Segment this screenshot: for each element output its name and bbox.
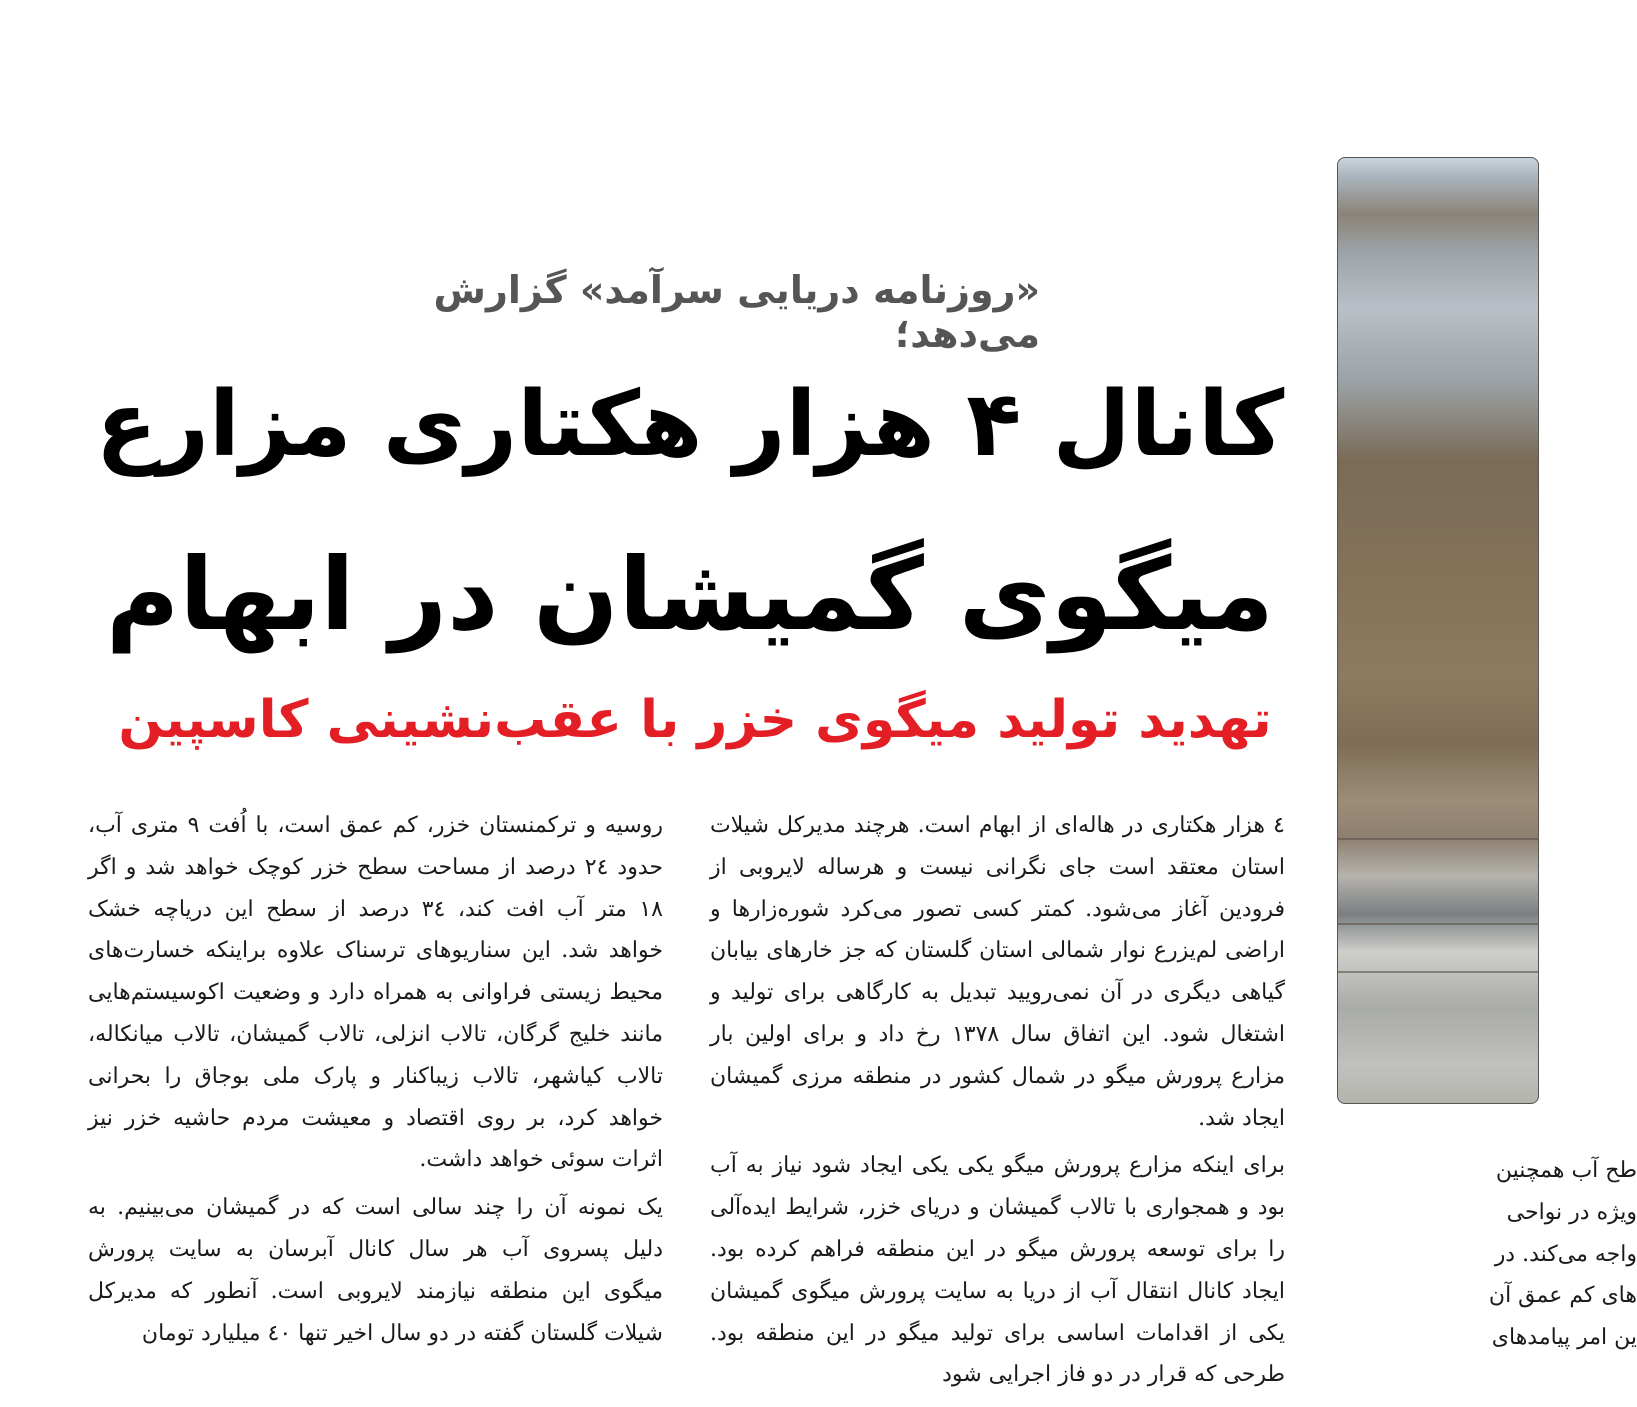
article-column-left <box>88 805 663 1407</box>
side-line: ویژه در نواحی <box>1506 1199 1637 1225</box>
side-line: طح آب همچنین <box>1495 1158 1637 1183</box>
side-line: واجه می‌کند. در <box>1494 1241 1637 1267</box>
paragraph: روسیه و ترکمنستان خزر، کم عمق است، با اُفت ۹ متری آب، حدود ٢٤ درصد از مساحت سطح خزر کوچک خواهد شد و اگر ۱۸ متر آب افت کند، ٣٤ درصد از سطح این دریاچه خشک خواهد شد. این سناریوهای ترسناک علاوه براینکه خسارت‌های محیط زیستی فراوانی به همراه دارد و وضعیت اکوسیستم‌هایی مانند خلیج گرگان، تالاب انزلی، تالاب گمیشان، تالاب میانکاله، تالاب کیاشهر، تالاب زیباکنار و پارک ملی بوجاق را بحرانی خواهد کرد، بر روی اقتصاد و معیشت مردم حاشیه خزر نیز اثرات سوئی خواهد داشت. <box>88 813 663 1173</box>
paragraph: ٤ هزار هکتاری در هاله‌ای از ابهام است. هرچند مدیرکل شیلات استان معتقد است جای نگرانی نیست و هرساله لایروبی از فرودین آغاز می‌شود. کمتر کسی تصور می‌کرد شوره‌زارها و اراضی لم‌یزرع نوار شمالی استان گلستان که جز خارهای بیابان گیاهی دیگری در آن نمی‌رویید تبدیل به کارگاهی برای تولید و اشتغال شود. این اتفاق سال ۱۳۷۸ رخ داد و برای اولین بار مزارع پرورش میگو در شمال کشور در منطقه مرزی گمیشان ایجاد شد. <box>710 813 1286 1131</box>
headline-line-2: میگوی گمیشان در ابهام <box>106 536 1274 653</box>
paragraph: برای اینکه مزارع پرورش میگو یکی یکی ایجاد شود نیاز به آب بود و همجواری با تالاب گمیشان و دریای خزر، شرایط ایده‌آلی را برای توسعه پرورش میگو در این منطقه فراهم کرده بود. ایجاد کانال انتقال آب از دریا به سایت پرورش میگوی گمیشان یکی از اقدامات اساسی برای تولید میگو در این منطقه بود. طرحی که قرار در دو فاز اجرایی شود <box>710 1153 1285 1388</box>
headline-line-1: کانال ۴ هزار هکتاری مزارع <box>95 372 1285 477</box>
paragraph: یک نمونه آن را چند سالی است که در گمیشان می‌بینیم. به دلیل پسروی آب هر سال کانال آبرسان به سایت پرورش میگوی این منطقه نیازمند لایروبی است. آنطور که مدیرکل شیلات گلستان گفته در دو سال اخیر تنها ٤٠ میلیارد تومان <box>88 1195 663 1346</box>
side-line: های کم عمق آن <box>1488 1283 1637 1309</box>
subheadline: تهدید تولید میگوی خزر با عقب‌نشینی کاسپین <box>118 690 1272 750</box>
side-line: ین امر پیامدهای <box>1491 1325 1637 1351</box>
article-column-right <box>710 805 1285 1407</box>
kicker: «روزنامه دریایی سرآمد» گزارش می‌دهد؛ <box>433 268 1040 356</box>
side-column-text <box>1337 1150 1637 1380</box>
aerial-shoreline-photo <box>1337 157 1539 1104</box>
